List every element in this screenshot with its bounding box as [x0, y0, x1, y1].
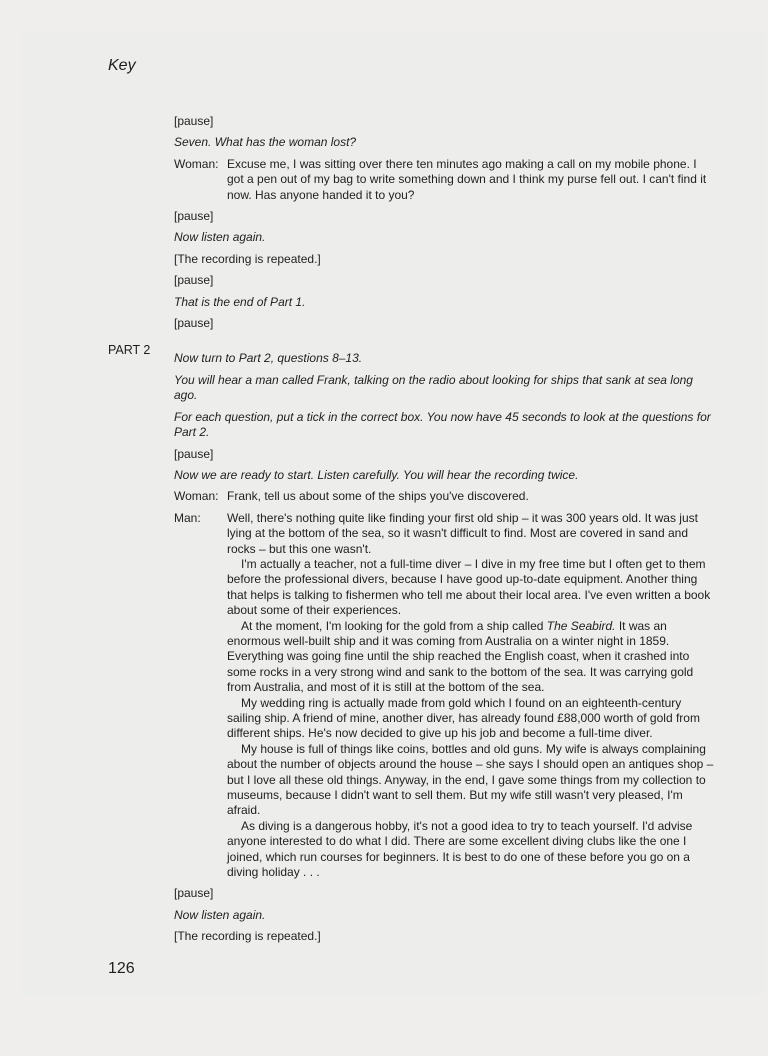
man-paragraph-3-start: At the moment, I'm looking for the gold from a ship called — [241, 618, 547, 633]
recording-repeated: [The recording is repeated.] — [174, 929, 321, 944]
pause-marker: [pause] — [174, 886, 214, 901]
pause-marker: [pause] — [174, 316, 214, 331]
part-2-intro: You will hear a man called Frank, talking on the radio about looking for ships that sank at sea long ago. — [174, 372, 693, 403]
part-2-ready: Now we are ready to start. Listen carefully. You will hear the recording twice. — [174, 467, 579, 482]
speaker-label: Woman: — [174, 156, 219, 171]
man-paragraph-5: My house is full of things like coins, bottles and old guns. My wife is always complaining about the number of objects around the house – she says I should open an antiques shop – but I love all these old things. Anyway, in the end, I gave some things from my collection to museums, because I didn't want to sell them. But my wife still wasn't very pleased, I'm afraid. — [227, 741, 714, 818]
part-2-instruction: For each question, put a tick in the correct box. You now have 45 seconds to look at the questions for Part 2. — [174, 409, 711, 440]
ship-name: The Seabird. — [546, 618, 616, 633]
pause-marker: [pause] — [174, 446, 214, 461]
header-title: Key — [108, 57, 136, 74]
speaker-text: Frank, tell us about some of the ships you've discovered. — [227, 489, 529, 504]
part-2-label: PART 2 — [108, 343, 151, 357]
pause-marker: [pause] — [174, 209, 214, 224]
speaker-text — [227, 511, 714, 881]
man-paragraph-3-end: It was an enormous well-built ship and it was coming from Australia on a winter night in 1859. Everything was going fine until the ship reached the English coast, when it crashed into some rocks in a very strong wind and sank to the bottom of the sea. It was carrying gold from Australia, and most of it is still at the bottom of the sea. — [227, 618, 694, 695]
pause-marker: [pause] — [174, 114, 214, 128]
recording-repeated: [The recording is repeated.] — [174, 251, 321, 266]
pause-marker: [pause] — [174, 273, 214, 288]
speaker-block-woman — [174, 157, 714, 203]
man-paragraph-6: As diving is a dangerous hobby, it's not a good idea to try to teach yourself. I'd advise anyone interested to do what I did. There are some excellent diving clubs like the one I joined, which run courses for beginners. It is best to do one of these before you go on a diving holiday . . . — [227, 818, 693, 880]
man-paragraph-4: My wedding ring is actually made from gold which I found on an eighteenth-century sailing ship. A friend of mine, another diver, has already found £88,000 worth of gold from different ships. He's now decided to give up his job and become a full-time diver. — [227, 695, 700, 741]
page-number: 126 — [108, 960, 135, 977]
speaker-text: Excuse me, I was sitting over there ten minutes ago making a call on my mobile phone. I got a pen out of my bag to write something down and I think my purse fell out. I can't find it now. Has anyone handed it to you? — [227, 156, 707, 202]
part-2-turn: Now turn to Part 2, questions 8–13. — [174, 351, 363, 366]
listen-again: Now listen again. — [174, 230, 266, 245]
transcript-content — [174, 114, 714, 951]
speaker-block-woman — [174, 489, 714, 504]
document-page — [22, 32, 766, 996]
speaker-label: Woman: — [174, 489, 219, 504]
speaker-label: Man: — [174, 510, 201, 525]
end-of-part-1: That is the end of Part 1. — [174, 294, 306, 309]
listen-again: Now listen again. — [174, 907, 266, 922]
man-paragraph-1: Well, there's nothing quite like finding your first old ship – it was 300 years old. It was just lying at the bottom of the sea, so it wasn't difficult to find. Most are covered in sand and rocks – but this one wasn't. — [227, 510, 698, 556]
question-seven: Seven. What has the woman lost? — [174, 135, 357, 150]
man-paragraph-2: I'm actually a teacher, not a full-time diver – I dive in my free time but I often get to them before the professional divers, because I have good up-to-date equipment. Another thing that helps is talking to fishermen who tell me about their local area. I've even written a book about some of their experiences. — [227, 556, 711, 618]
speaker-block-man — [174, 511, 714, 881]
man-paragraph-3 — [227, 619, 714, 696]
